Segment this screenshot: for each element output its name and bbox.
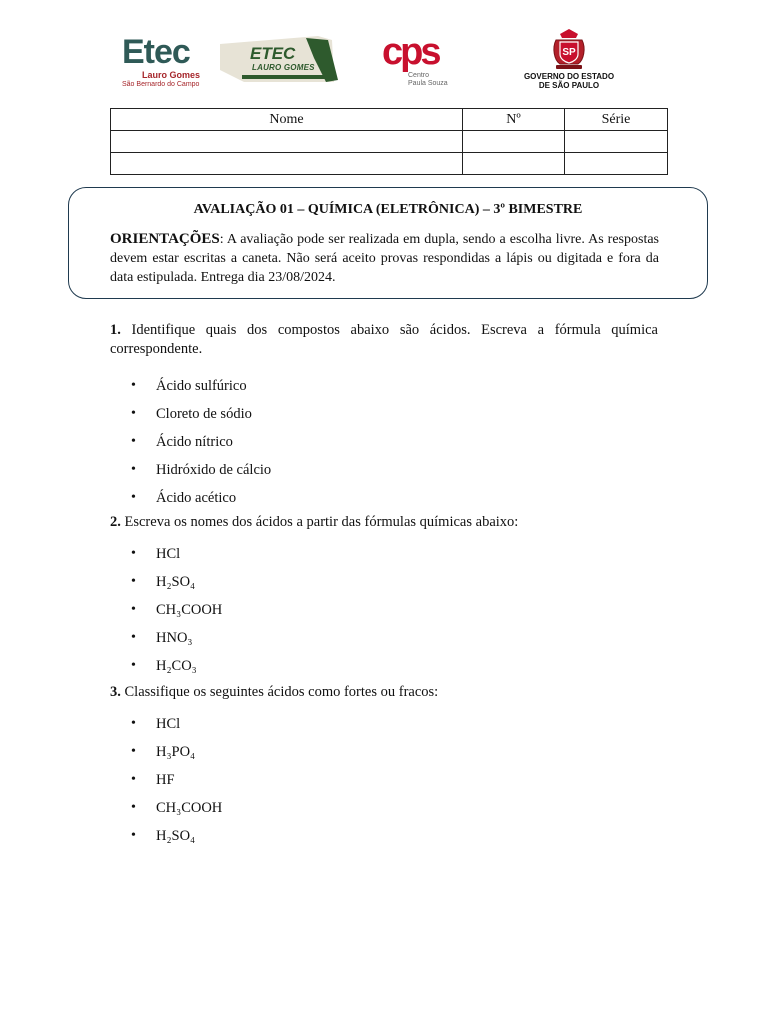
question-prompt: Escreva os nomes dos ácidos a partir das fórmulas químicas abaixo: [120,514,519,530]
instructions-box [68,187,708,299]
etec-logo-school: Lauro Gomes [141,70,200,80]
instructions-text [110,230,659,287]
question-number: 1. [110,322,121,338]
cps-logo [382,31,462,88]
header-nome: Nome [111,109,463,131]
question-1-items [110,372,658,512]
sp-coat-of-arms-icon [550,28,588,72]
list-item: • Ácido acético [110,484,658,512]
question-2-items [110,540,658,680]
list-item: • H₂SO₄ [110,822,658,850]
question-number: 2. [110,514,121,530]
question-3-items [110,710,658,850]
list-item: • HF [110,766,658,794]
list-item: • CH₃COOH [110,596,658,624]
cps-logo-sub1: Centro [408,72,430,79]
etec-logo-city: São Bernardo do Campo [122,81,200,88]
list-item: • H₃PO₄ [110,738,658,766]
etec2-logo-text: ETEC [250,44,296,63]
list-item: • HCl [110,540,658,568]
instructions-body: : A avaliação pode ser realizada em dupla, sendo a escolha livre. As respostas devem estar escritas a caneta. Não será aceito provas respondidas a lápis ou digitada e fora da data estipulada. Entrega dia 23/08/2024. [110,232,659,285]
logo-header [122,28,652,98]
governo-sp-logo [514,28,624,94]
list-item: • HNO₃ [110,624,658,652]
etec-logo [122,34,206,89]
question-2-text [110,513,658,533]
instructions-label: ORIENTAÇÕES [110,231,220,247]
list-item: • H₂SO₄ [110,568,658,596]
list-item: • CH₃COOH [110,794,658,822]
list-item: • Ácido nítrico [110,428,658,456]
header-serie: Série [565,109,668,131]
header-numero: Nº [463,109,565,131]
list-item: • HCl [110,710,658,738]
etec-logo-text: Etec [122,33,190,71]
questions-section [110,321,658,850]
list-item: • Cloreto de sódio [110,400,658,428]
gov-logo-line2: DE SÃO PAULO [538,81,600,90]
serie-cell[interactable] [565,153,668,175]
etec-lauro-gomes-logo [214,30,344,90]
gov-logo-line1: GOVERNO DO ESTADO [523,72,615,81]
table-header-row [111,109,668,131]
student-info-table [110,108,668,175]
sp-seal-text: SP [562,47,576,58]
question-prompt: Identifique quais dos compostos abaixo são ácidos. Escreva a fórmula química correspondente. [110,322,658,357]
table-row [111,153,668,175]
cps-logo-sub2: Paula Souza [408,80,448,87]
question-prompt: Classifique os seguintes ácidos como fortes ou fracos: [120,684,439,700]
question-1-text [110,321,658,359]
question-2 [110,513,658,680]
etec2-logo-sub: LAURO GOMES [252,63,315,72]
question-number: 3. [110,684,121,700]
table-row [111,131,668,153]
list-item: • H₂CO₃ [110,652,658,680]
exam-title: AVALIAÇÃO 01 – QUÍMICA (ELETRÔNICA) – 3º BIMESTRE [193,202,583,217]
serie-cell[interactable] [565,131,668,153]
cps-logo-sub [408,72,448,88]
numero-cell[interactable] [463,153,565,175]
nome-cell[interactable] [111,131,463,153]
numero-cell[interactable] [463,131,565,153]
question-3 [110,683,658,850]
question-3-text [110,683,658,703]
list-item: • Ácido sulfúrico [110,372,658,400]
nome-cell[interactable] [111,153,463,175]
question-1 [110,321,658,512]
cps-logo-text: cps [382,31,439,73]
list-item: • Hidróxido de cálcio [110,456,658,484]
